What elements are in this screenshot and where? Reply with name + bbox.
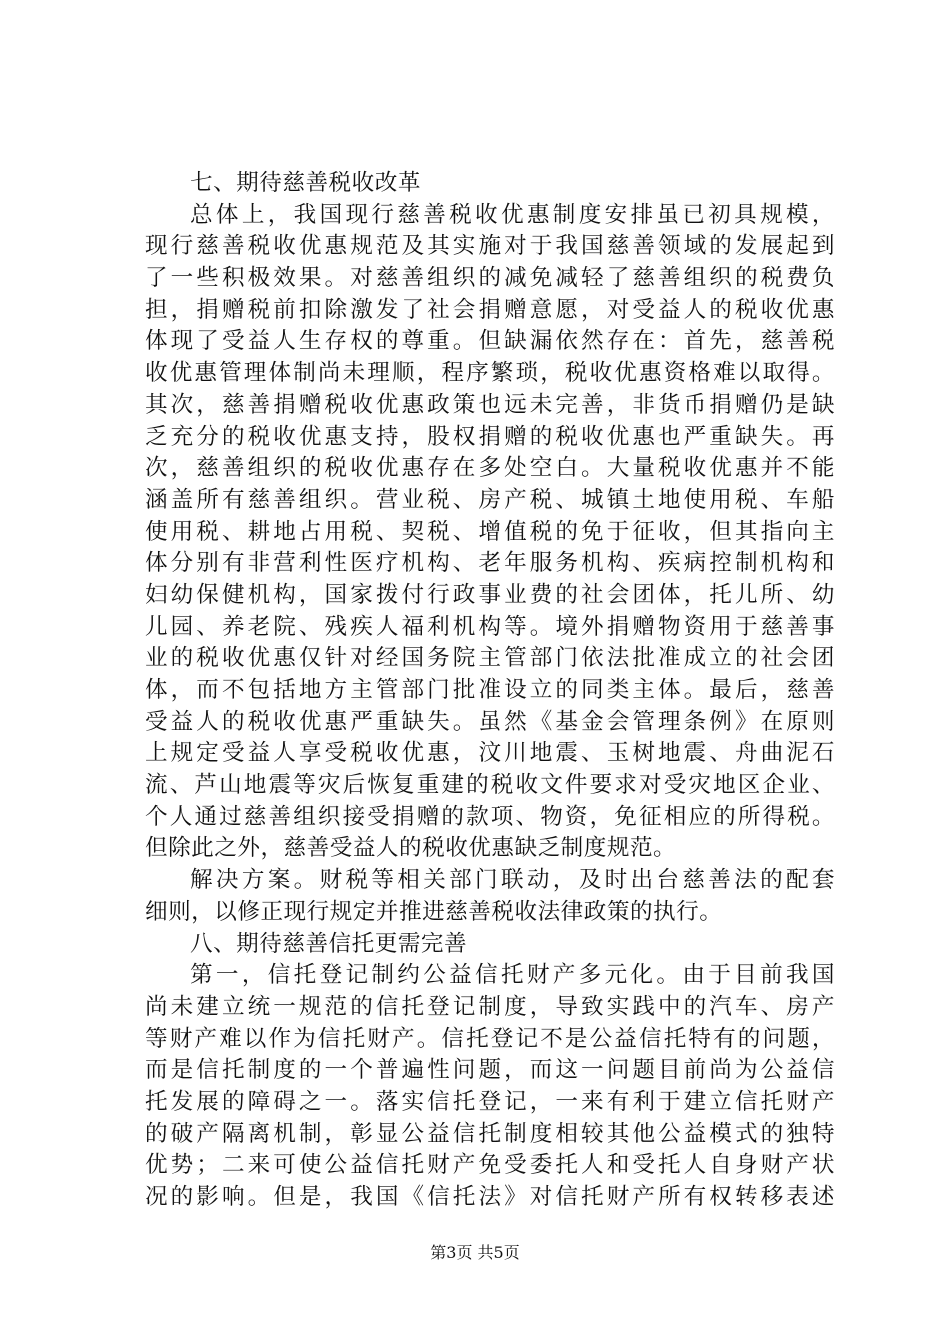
text-line: 优势；二来可使公益信托财产免受委托人和受托人自身财产状 — [145, 1152, 835, 1179]
text-line: 现行慈善税收优惠规范及其实施对于我国慈善领域的发展起到 — [145, 233, 835, 260]
text-line: 使用税、耕地占用税、契税、增值税的免于征收，但其指向主 — [145, 518, 835, 545]
text-line: 业的税收优惠仅针对经国务院主管部门依法批准成立的社会团 — [145, 645, 835, 672]
text-line: 收优惠管理体制尚未理顺，程序繁琐，税收优惠资格难以取得。 — [145, 360, 835, 387]
text-line: 涵盖所有慈善组织。营业税、房产税、城镇土地使用税、车船 — [145, 486, 835, 513]
text-line: 细则，以修正现行规定并推进慈善税收法律政策的执行。 — [145, 898, 723, 925]
text-line: 况的影响。但是，我国《信托法》对信托财产所有权转移表述 — [145, 1184, 835, 1210]
text-line: 但除此之外，慈善受益人的税收优惠缺乏制度规范。 — [145, 835, 677, 862]
text-line: 尚未建立统一规范的信托登记制度，导致实践中的汽车、房产 — [145, 993, 835, 1020]
text-line: 体，而不包括地方主管部门批准设立的同类主体。最后，慈善 — [145, 677, 835, 703]
text-line: 八、期待慈善信托更需完善 — [190, 930, 468, 957]
text-line: 了一些积极效果。对慈善组织的减免减轻了慈善组织的税费负 — [145, 265, 835, 292]
text-line: 体现了受益人生存权的尊重。但缺漏依然存在：首先，慈善税 — [145, 328, 835, 355]
text-line: 的破产隔离机制，彰显公益信托制度相较其他公益模式的独特 — [145, 1120, 835, 1147]
text-line: 解决方案。财税等相关部门联动，及时出台慈善法的配套 — [190, 867, 835, 894]
text-line: 托发展的障碍之一。落实信托登记，一来有利于建立信托财产 — [145, 1088, 835, 1115]
text-line: 个人通过慈善组织接受捐赠的款项、物资，免征相应的所得税。 — [145, 803, 835, 830]
text-line: 上规定受益人享受税收优惠，汶川地震、玉树地震、舟曲泥石 — [145, 740, 835, 767]
text-line: 体分别有非营利性医疗机构、老年服务机构、疾病控制机构和 — [145, 550, 835, 577]
text-line: 等财产难以作为信托财产。信托登记不是公益信托特有的问题， — [145, 1025, 835, 1052]
text-line: 其次，慈善捐赠税收优惠政策也远未完善，非货币捐赠仍是缺 — [145, 391, 835, 418]
text-line: 乏充分的税收优惠支持，股权捐赠的税收优惠也严重缺失。再 — [145, 423, 835, 450]
text-line: 次，慈善组织的税收优惠存在多处空白。大量税收优惠并不能 — [145, 455, 835, 482]
document-body — [145, 168, 835, 1214]
text-line: 受益人的税收优惠严重缺失。虽然《基金会管理条例》在原则 — [145, 708, 835, 735]
text-line: 担，捐赠税前扣除激发了社会捐赠意愿，对受益人的税收优惠 — [145, 296, 835, 323]
text-line: 七、期待慈善税收改革 — [190, 170, 421, 196]
text-line: 妇幼保健机构，国家拨付行政事业费的社会团体，托儿所、幼 — [145, 581, 835, 608]
page-footer: 第3页 共5页 — [430, 1243, 520, 1262]
text-line: 儿园、养老院、残疾人福利机构等。境外捐赠物资用于慈善事 — [145, 613, 835, 640]
text-line: 总体上，我国现行慈善税收优惠制度安排虽已初具规模， — [190, 201, 835, 228]
text-line: 而是信托制度的一个普遍性问题，而这一问题目前尚为公益信 — [145, 1057, 835, 1084]
text-line: 第一，信托登记制约公益信托财产多元化。由于目前我国 — [190, 962, 835, 989]
text-line: 流、芦山地震等灾后恢复重建的税收文件要求对受灾地区企业、 — [145, 772, 835, 799]
